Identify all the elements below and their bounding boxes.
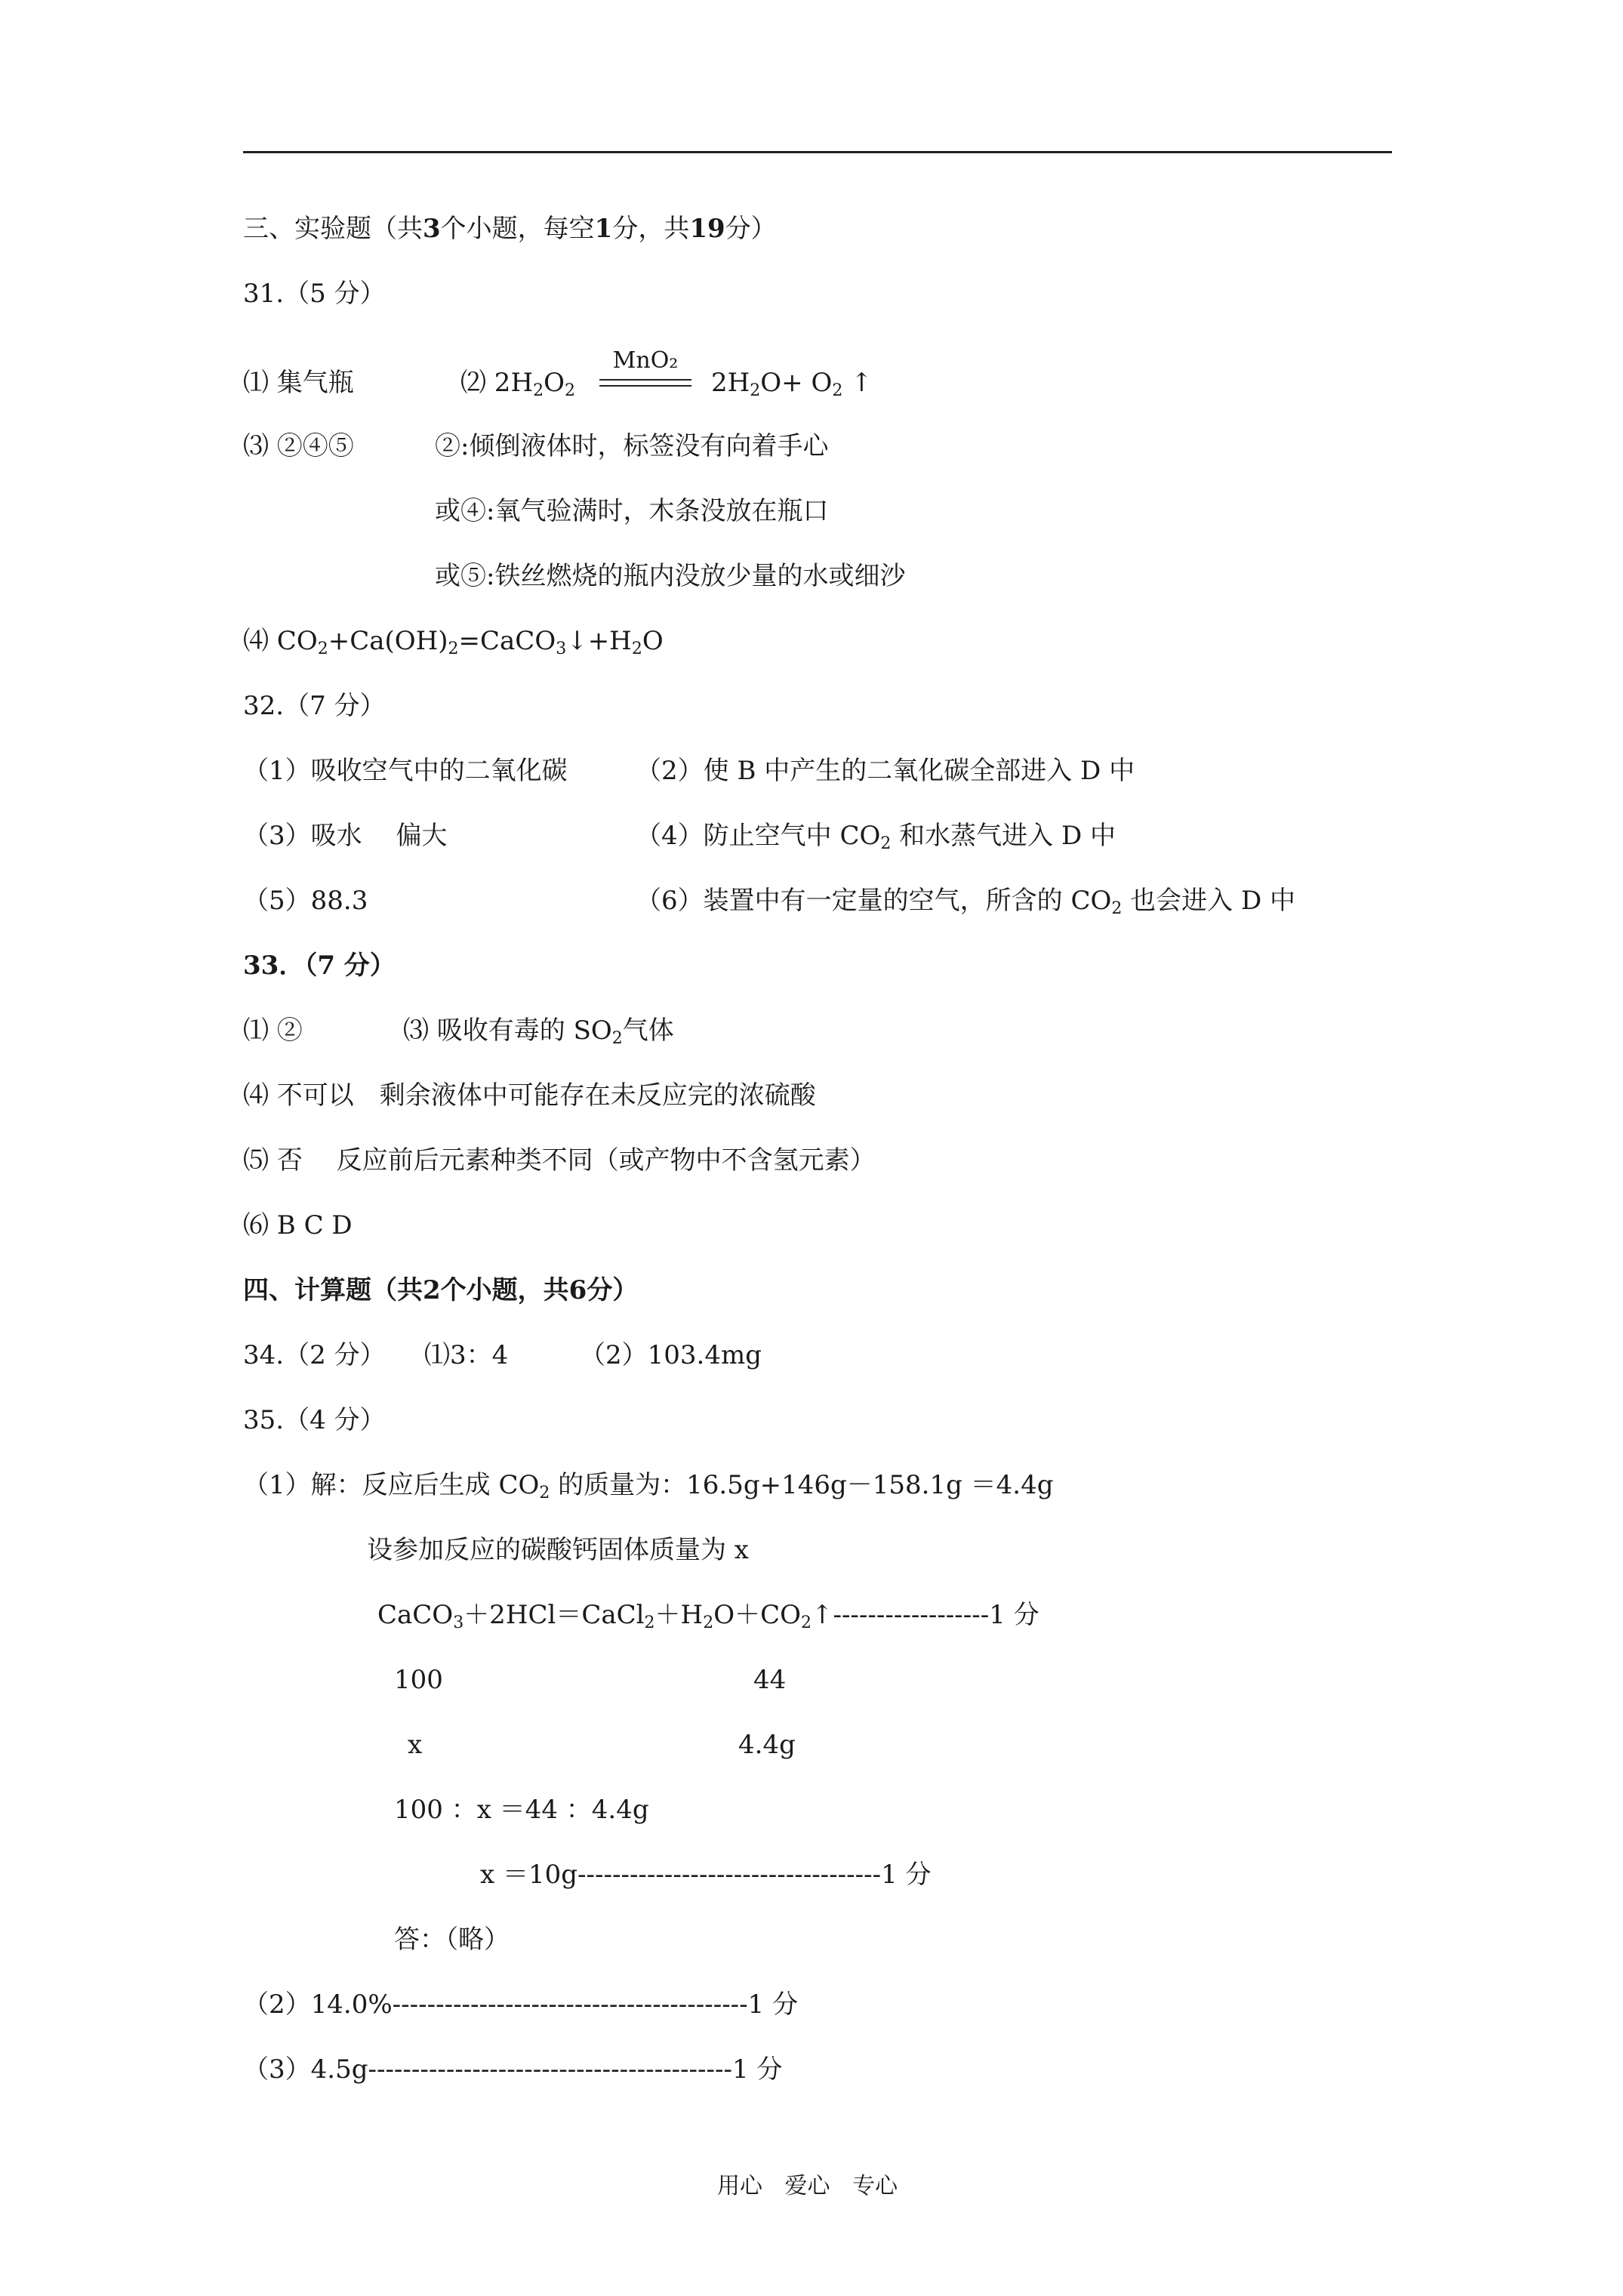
q31-answer-1: ⑴ 集气瓶 [243,368,354,398]
q35-equation: CaCO3＋2HCl＝CaCl2＋H2O＋CO2↑------------------1 分 [377,1600,1039,1632]
q31-answer-4: ⑷ CO2+Ca(OH)2=CaCO3↓+H2O [243,626,664,658]
q35-answer-note: 答：（略） [394,1925,510,1955]
section-4-title: 四、计算题（共2个小题，共6分） [243,1275,639,1305]
q35-molar-mass-co2: 44 [753,1665,787,1695]
q31-answer-3-reason-c: 或⑤:铁丝燃烧的瓶内没放少量的水或细沙 [435,561,906,591]
section-3-title: 三、实验题（共3个小题，每空1分，共19分） [243,214,777,244]
q35-part-2: （2）14.0%-----------------------------------------1 分 [243,1989,799,2020]
q31-answer-2: ⑵ 2H2O2 [460,368,575,400]
q31-head: 31.（5 分） [243,279,386,309]
q35-head: 35.（4 分） [243,1405,386,1435]
q32-answer-6: （6）装置中有一定量的空气，所含的 CO2 也会进入 D 中 [636,886,1296,918]
q33-answer-6: ⑹ B C D [243,1210,353,1240]
q35-unknown-x: x [408,1730,423,1760]
q35-step-1: （1）解：反应后生成 CO2 的质量为：16.5g+146g－158.1g ＝4.4g [243,1470,1054,1502]
q32-answer-5: （5）88.3 [243,886,368,916]
q34-head: 34.（2 分） [243,1340,386,1370]
q31-answer-3: ⑶ ②④⑤ [243,431,354,461]
q35-molar-mass-caco3: 100 [394,1665,443,1695]
q35-result: x ＝10g-----------------------------------1 分 [480,1860,932,1890]
q31-answer-3-reason-b: 或④:氧气验满时，木条没放在瓶口 [435,496,829,526]
catalyst-label: MnO₂ [612,347,679,374]
q32-answer-2: （2）使 B 中产生的二氧化碳全部进入 D 中 [636,756,1135,786]
q31-answer-2-products: 2H2O+ O2 ↑ [711,368,873,400]
q32-answer-1: （1）吸收空气中的二氧化碳 [243,756,568,786]
q35-ratio: 100 ：x ＝44 ：4.4g [394,1795,649,1825]
top-rule [243,151,1392,153]
q35-let-x: 设参加反应的碳酸钙固体质量为 x [367,1535,749,1565]
q33-answer-1: ⑴ ② [243,1015,303,1046]
q35-part-3: （3）4.5g------------------------------------------1 分 [243,2054,783,2085]
reaction-equals-sign [599,379,691,387]
q33-head: 33．（7 分） [243,951,396,981]
q32-answer-3: （3）吸水 偏大 [243,821,448,851]
q32-head: 32.（7 分） [243,691,386,721]
q33-answer-5: ⑸ 否 反应前后元素种类不同（或产物中不含氢元素） [243,1145,876,1176]
q34-answer-1: ⑴3：4 [424,1340,509,1370]
q35-co2-mass: 4.4g [738,1730,796,1760]
q33-answer-3: ⑶ 吸收有毒的 SO2气体 [403,1015,674,1048]
page-footer: 用心 爱心 专心 [717,2173,898,2199]
q31-answer-3-reason-a: ②:倾倒液体时，标签没有向着手心 [435,431,829,461]
q34-answer-2: （2）103.4mg [580,1340,762,1370]
q33-answer-4: ⑷ 不可以 剩余液体中可能存在未反应完的浓硫酸 [243,1080,816,1111]
q32-answer-4: （4）防止空气中 CO2 和水蒸气进入 D 中 [636,821,1116,853]
